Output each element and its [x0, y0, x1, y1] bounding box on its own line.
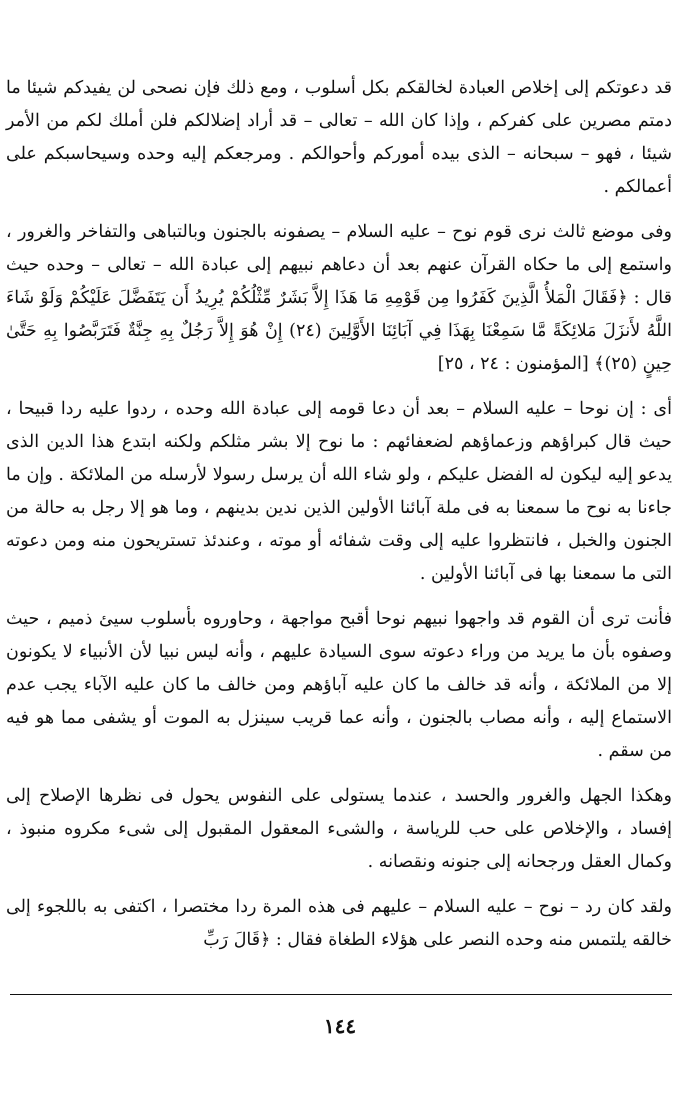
footer-divider — [10, 994, 672, 995]
paragraph-4: فأنت ترى أن القوم قد واجهوا نبيهم نوحا أقبح مواجهة ، وحاوروه بأسلوب سيئ ذميم ، حيث وصفوه بأن ما يريد من وراء دعوته سوى السيادة عليهم ، وأنه ليس نبيا لأن الأنبياء لا يكونون إلا من الملائكة ، وأنه قد خالف ما كان عليه آباؤهم ومن خالف ما كان عليه الآباء يجب عدم الاستماع إليه ، وأنه مصاب بالجنون ، وأنه عما قريب سينزل به الموت أو يشفى مما هو فيه من سقم . — [6, 609, 672, 761]
paragraph-1: قد دعوتكم إلى إخلاص العبادة لخالقكم بكل أسلوب ، ومع ذلك فإن نصحى لن يفيدكم شيئا ما دمتم مصرين على كفركم ، وإذا كان الله – تعالى – قد أراد إضلالكم فلن أملك لكم من الأمر شيئا ، فهو – سبحانه – الذى بيده أموركم وأحوالكم . ومرجعكم إليه وحده وسيحاسبكم على أعمالكم . — [6, 78, 672, 197]
paragraph-2: وفى موضع ثالث نرى قوم نوح – عليه السلام – يصفونه بالجنون وبالتباهى والتفاخر والغرور ، واستمع إلى ما حكاه القرآن عنهم بعد أن دعاهم نبيهم إلى عبادة الله – تعالى – وحده حيث قال : ﴿فَقَالَ الْمَلأُ الَّذِينَ كَفَرُوا مِن قَوْمِهِ مَا هَذَا إِلاَّ بَشَرٌ مِّثْلُكُمْ يُرِيدُ أَن يَتَفَضَّلَ عَلَيْكُمْ وَلَوْ شَاءَ اللَّهُ لأَنزَلَ مَلائِكَةً مَّا سَمِعْنَا بِهَذَا فِي آبَائِنَا الأَوَّلِينَ (٢٤) إِنْ هُوَ إِلاَّ رَجُلٌ بِهِ جِنَّةٌ فَتَرَبَّصُوا بِهِ حَتَّىٰ حِينٍ (٢٥)﴾ [المؤمنون : ٢٤ ، ٢٥] — [6, 222, 672, 374]
paragraph-6: ولقد كان رد – نوح – عليه السلام – عليهم فى هذه المرة ردا مختصرا ، اكتفى به باللجوء إلى خالقه يلتمس منه وحده النصر على هؤلاء الطغاة فقال : ﴿قَالَ رَبِّ — [6, 897, 672, 950]
paragraph-3: أى : إن نوحا – عليه السلام – بعد أن دعا قومه إلى عبادة الله وحده ، ردوا عليه ردا قبيحا ، حيث قال كبراؤهم وزعماؤهم لضعفائهم : ما نوح إلا بشر مثلكم ولكنه ابتدع هذا الدين الذى يدعو إليه ليكون له الفضل عليكم ، ولو شاء الله أن يرسل رسولا لأرسله من الملائكة . وإن ما جاءنا به نوح ما سمعنا به فى ملة آبائنا الأولين الذين ندين بدينهم ، وما هو إلا رجل به حالة من الجنون والخبل ، فانتظروا عليه إلى وقت شفائه أو موته ، وعندئذ تستريحون منه ومن دعوته التى ما سمعنا بها فى آبائنا الأولين . — [6, 399, 672, 584]
body-text — [6, 72, 672, 969]
page-number: ١٤٤ — [323, 1014, 357, 1038]
paragraph-5: وهكذا الجهل والغرور والحسد ، عندما يستولى على النفوس يحول فى نظرها الإصلاح إلى إفساد ، والإخلاص على حب للرياسة ، والشىء المعقول المقبول إلى شىء مكروه منبوذ ، وكمال العقل ورجحانه إلى جنونه ونقصانه . — [6, 786, 672, 872]
